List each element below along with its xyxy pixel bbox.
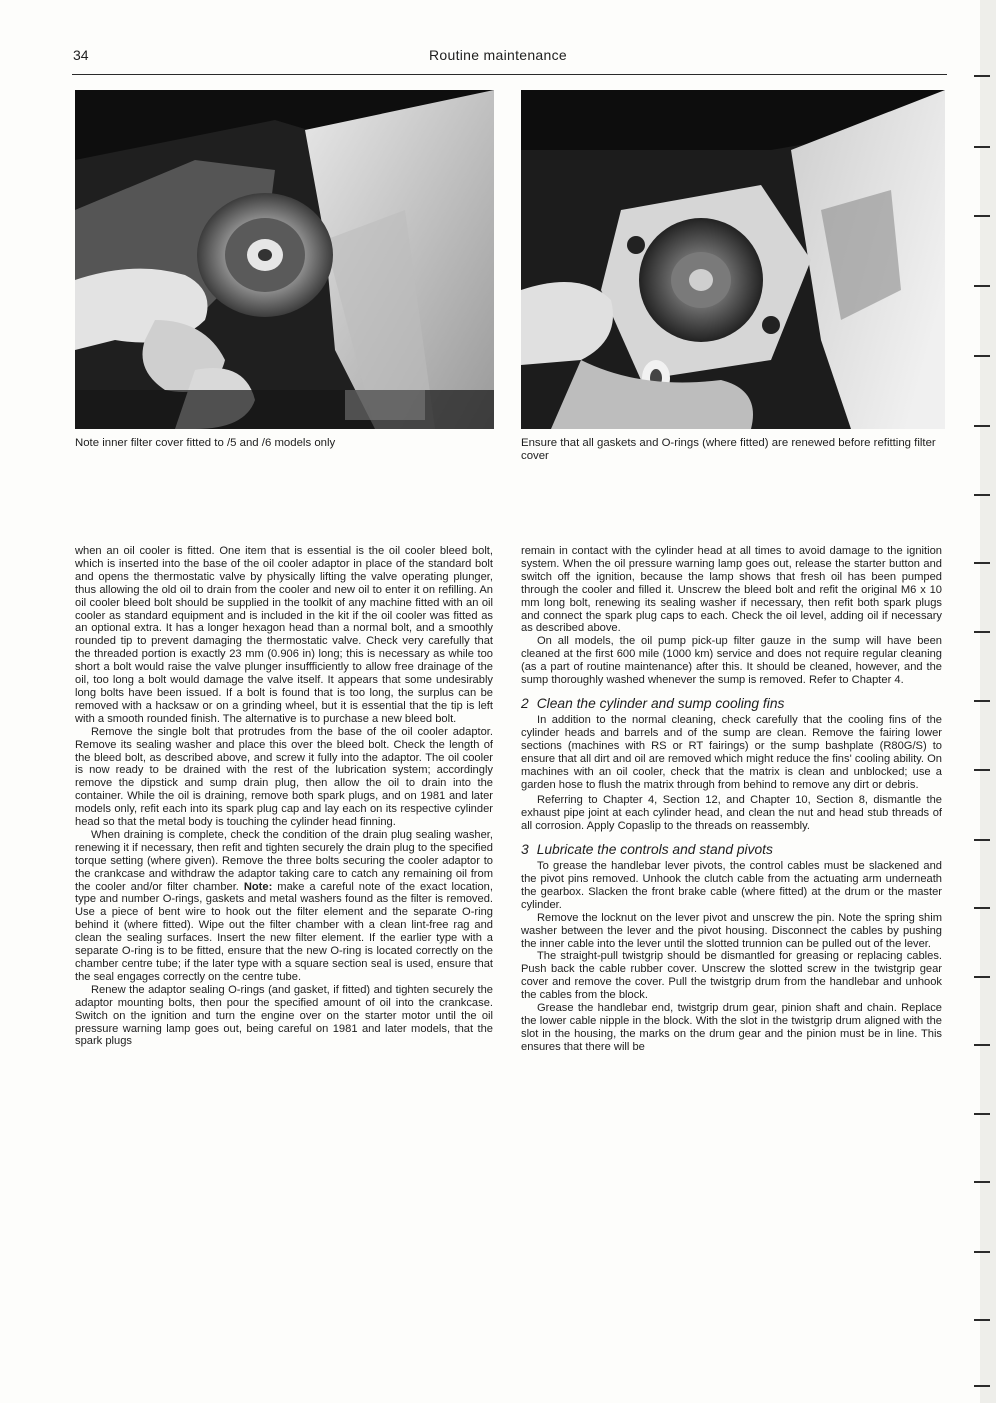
paragraph: Remove the single bolt that protrudes from the base of the oil cooler adaptor. Remove its sealing washer and place this over the bleed bolt. Check the length of the bleed bolt, as described above, and screw it fully into the adaptor. The oil cooler is now ready to be drained with the rest of the lubrication system; accordingly remove the dipstick and sump drain plug, then allow the oil to drain into the container. While the oil is draining, remove both spark plugs, and on 1981 and later models only, refit each into its spark plug cap and lay each on its respective cylinder head so that the metal body is touching the cylinder head finning.	[75, 725, 493, 829]
paragraph: remain in contact with the cylinder head at all times to avoid damage to the ignition system. When the oil pressure warning lamp goes out, release the starter button and switch off the ignition, because the lamp shows that fresh oil has been pumped through the cooler and filled it. Unscrew the bleed bolt and refit the original M6 x 10 mm long bolt, renewing its sealing washer if necessary, then refit both spark plugs and connect the spark plug caps to each. Check the oil level, adding oil if necessary as described above.	[521, 545, 942, 635]
note-label: Note:	[243, 880, 273, 893]
paragraph: Grease the handlebar end, twistgrip drum gear, pinion shaft and chain. Replace the lower cable nipple in the block. With the slot in the twistgrip drum aligned with the slot in the housing, the marks on the drum gear and the pinion must be in line. This ensures that there will be	[521, 1002, 942, 1053]
running-title: Routine maintenance	[428, 47, 567, 63]
section-number: 2	[521, 695, 529, 711]
page-number: 34	[73, 47, 89, 63]
photo-inner-filter-cover	[75, 90, 494, 429]
paragraph: Renew the adaptor sealing O-rings (and gasket, if fitted) and tighten securely the adaptor mounting bolts, then pour the specified amount of oil into the crankcase. Switch on the ignition and turn the engine over on the starter motor until the oil pressure warning lamp goes out, being careful on 1981 and later models, that the spark plugs	[75, 983, 493, 1048]
section-heading	[521, 842, 942, 858]
text-column-right	[521, 545, 942, 1054]
paragraph: In addition to the normal cleaning, check carefully that the cooling fins of the cylinder heads and barrels and of the sump are clean. Remove the fairing lower sections (machines with RS or RT fairings) or the sump bashplate (R80G/S) to ensure that all dirt and oil are removed which might reduce the fins' cooling ability. On machines with an oil cooler, check that the matrix is clean and unblocked; use a garden hose to flush the matrix through from behind to remove any dirt or debris.	[521, 713, 942, 791]
photo-caption: Note inner filter cover fitted to /5 and /6 models only	[75, 437, 336, 449]
section-heading	[521, 696, 942, 712]
paragraph: Referring to Chapter 4, Section 12, and Chapter 10, Section 8, dismantle the exhaust pipe joint at each cylinder head, and clean the nut and head stub threads of all corrosion. Apply Copaslip to the threads on reassembly.	[521, 794, 942, 833]
paragraph: The straight-pull twistgrip should be dismantled for greasing or replacing cables. Push back the cable rubber cover. Unscrew the slotted screw in the twistgrip gear cover and remove the cover. Pull the twistgrip drum from the handlebar and unhook the cables from the block.	[521, 950, 942, 1002]
photo-gaskets-orings-image	[521, 90, 945, 429]
paragraph-text: When draining is complete, check the condition of the drain plug sealing washer, renewing it if necessary, then refit and tighten securely the drain plug to the specified torque setting (where given). Remove the three bolts securing the cooler adaptor to the crankcase and withdraw the adaptor taking care to catch any remaining oil from the cooler and/or filter chamber.	[75, 828, 493, 893]
header-rule	[72, 74, 947, 75]
photo-inner-filter-cover-image	[75, 90, 494, 429]
photo-caption: Ensure that all gaskets and O-rings (where fitted) are renewed before refitting filter cover	[521, 437, 936, 462]
paragraph: when an oil cooler is fitted. One item that is essential is the oil cooler bleed bolt, which is inserted into the base of the oil cooler adaptor in place of the standard bolt and opens the thermostatic valve by physically lifting the valve operating plunger, thus allowing the old oil to drain from the cooler and new oil to enter it on refilling. An oil cooler bleed bolt should be supplied in the toolkit of any machine fitted with an oil cooler as standard equipment and is included in the kit if the oil cooler was fitted as an optional extra. It has a longer hexagon head than a normal bolt, and a smoothly rounded tip to prevent damaging the thermostatic valve. Check very carefully that the threaded portion is exactly 23 mm (0.906 in) long; this is necessary as while too short a bolt would raise the valve plunger insuffficiently to allow free drainage of the oil, too long a bolt would damage the valve itself. It appears that some undesirably long bolts have been issued. If a bolt is found that is too long, the surplus can be removed with a hacksaw or on a grinding wheel, but it is essential that the tip is left with a smooth rounded finish. The alternative is to purchase a new bleed bolt.	[75, 545, 493, 725]
paragraph: On all models, the oil pump pick-up filter gauze in the sump will have been cleaned at the first 600 mile (1000 km) service and does not require regular cleaning (as a part of routine maintenance) after this. It should be cleaned, however, and the sump thoroughly washed whenever the sump is removed. Refer to Chapter 4.	[521, 635, 942, 687]
page-header	[0, 47, 996, 67]
paragraph: To grease the handlebar lever pivots, the control cables must be slackened and the pivot pins removed. Unhook the clutch cable from the actuating arm underneath the gearbox. Slacken the front brake cable (where fitted) at the drum or the master cylinder.	[521, 860, 942, 911]
photo-gaskets-orings	[521, 90, 945, 429]
section-title: Clean the cylinder and sump cooling fins	[536, 695, 785, 711]
section-number: 3	[521, 842, 529, 858]
page-edge-marks	[956, 0, 996, 1403]
section-title: Lubricate the controls and stand pivots	[536, 842, 773, 858]
text-column-left	[75, 545, 493, 1048]
paragraph: Remove the locknut on the lever pivot and unscrew the pin. Note the spring shim washer between the lever and the pivot housing. Disconnect the cables by pushing the inner cable into the lever until the slotted trunnion can be pulled out of the lever.	[521, 911, 942, 950]
paragraph	[75, 829, 493, 984]
paragraph-text: make a careful note of the exact location, type and number O-rings, gaskets and metal washers found as the filter is removed. Use a piece of bent wire to hook out the filter element and the separate O-ring behind it (where fitted). Wipe out the filter chamber with a clean lint-free rag and clean the sealing surfaces. Insert the new filter element. If the earlier type with a separate O-ring is to be fitted, ensure that the new O-ring is located correctly on the chamber centre tube; if the later type with a square section seal is used, ensure that the seal engages correctly on the centre tube.	[75, 880, 493, 983]
